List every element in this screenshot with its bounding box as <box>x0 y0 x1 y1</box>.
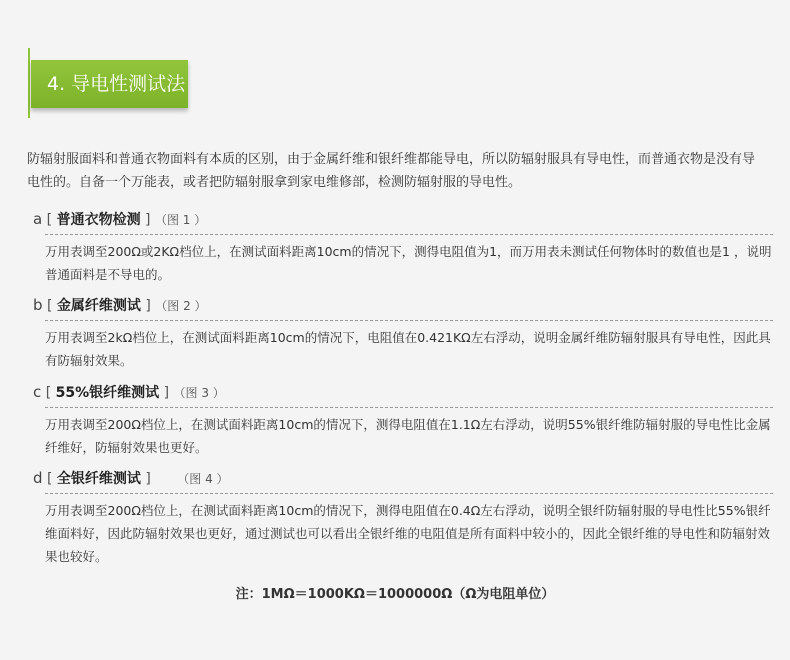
header-accent-line <box>28 48 30 118</box>
section-heading <box>33 466 773 490</box>
section-heading <box>33 380 773 404</box>
section-header-banner <box>31 60 188 108</box>
open-bracket: [ <box>45 385 52 401</box>
close-bracket: ] <box>145 212 151 228</box>
figure-reference: （图 3 ） <box>173 386 225 400</box>
section-letter: c <box>33 383 42 401</box>
footnote: 注：1MΩ＝1000KΩ＝1000000Ω（Ω为电阻单位） <box>235 587 555 602</box>
section-heading-title: 55%银纤维测试 <box>55 385 160 401</box>
figure-reference: （图 2 ） <box>155 299 207 313</box>
close-bracket: ] <box>145 298 151 314</box>
section-d <box>33 466 773 568</box>
section-heading-title: 全银纤维测试 <box>56 471 141 487</box>
section-letter: b <box>33 296 43 314</box>
intro-paragraph: 防辐射服面料和普通衣物面料有本质的区别，由于金属纤维和银纤维都能导电，所以防辐射服具有导电性，而普通衣物是没有导电性的。自备一个万能表，或者把防辐射服拿到家电维修部，检测防辐射服的导电性。 <box>27 152 756 190</box>
section-a <box>33 207 773 286</box>
close-bracket: ] <box>145 471 151 487</box>
section-heading <box>33 207 773 231</box>
section-heading-title: 金属纤维测试 <box>56 298 141 314</box>
section-heading <box>33 293 773 317</box>
section-body: 万用表调至200Ω档位上，在测试面料距离10cm的情况下，测得电阻值在0.4Ω左右浮动，说明全银纤防辐射服的导电性比55%银纤维面料好，因此防辐射效果也更好，通过测试也可以看出全银纤维的电阻值是所有面料中较小的，因此全银纤维的导电性和防辐射效果也较好。 <box>45 493 773 568</box>
section-heading-title: 普通衣物检测 <box>56 212 141 228</box>
section-body: 万用表调至200Ω或2KΩ档位上，在测试面料距离10cm的情况下，测得电阻值为1，而万用表未测试任何物体时的数值也是1 ，说明普通面料是不导电的。 <box>45 234 773 286</box>
open-bracket: [ <box>46 212 53 228</box>
figure-reference: （图 4 ） <box>177 472 229 486</box>
section-b <box>33 293 773 372</box>
figure-reference: （图 1 ） <box>154 213 207 227</box>
open-bracket: [ <box>46 471 53 487</box>
section-title: 4. 导电性测试法 <box>47 73 186 95</box>
section-body: 万用表调至2kΩ档位上，在测试面料距离10cm的情况下，电阻值在0.421KΩ左右浮动，说明金属纤维防辐射服具有导电性，因此具有防辐射效果。 <box>45 320 773 372</box>
close-bracket: ] <box>163 385 170 401</box>
open-bracket: [ <box>46 298 53 314</box>
section-letter: d <box>33 469 43 487</box>
section-body: 万用表调至200Ω档位上，在测试面料距离10cm的情况下，测得电阻值在1.1Ω左右浮动，说明55%银纤维防辐射服的导电性比金属纤维好，防辐射效果也更好。 <box>45 407 773 459</box>
section-letter: a <box>33 210 43 228</box>
section-c <box>33 380 773 459</box>
